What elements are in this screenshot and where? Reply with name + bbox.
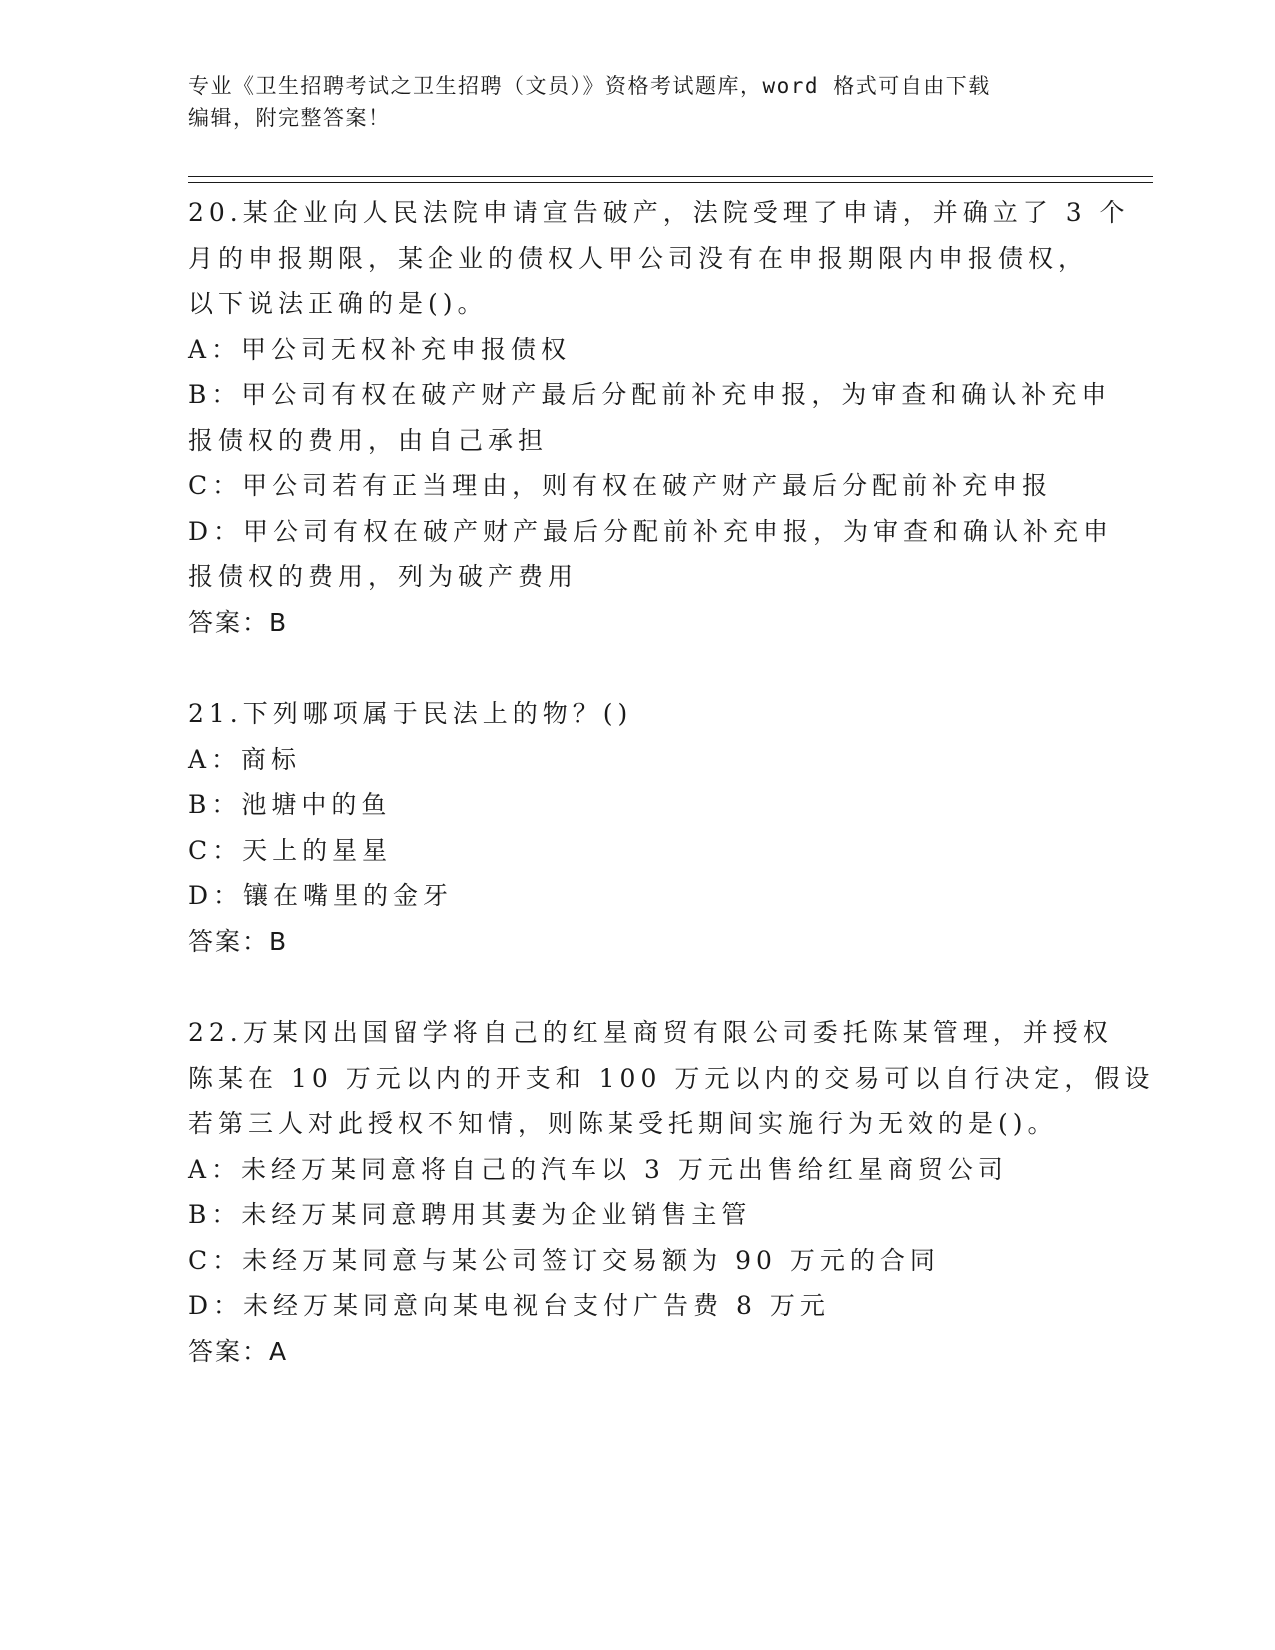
question-stem-line: 21.下列哪项属于民法上的物？(): [188, 699, 633, 728]
question-20: [188, 190, 1130, 645]
option-d: D：镶在嘴里的金牙: [188, 881, 454, 910]
option-a: A：商标: [188, 744, 302, 774]
question-stem-line: 若第三人对此授权不知情，则陈某受托期间实施行为无效的是()。: [188, 1109, 1058, 1138]
answer-label: 答案：B: [188, 607, 289, 637]
header-line-1: 专业《卫生招聘考试之卫生招聘（文员）》资格考试题库，word 格式可自由下载: [188, 74, 991, 98]
header-rule-top: [188, 176, 1153, 177]
question-stem-line: 以下说法正确的是()。: [188, 289, 488, 318]
option-c: C：甲公司若有正当理由，则有权在破产财产最后分配前补充申报: [188, 471, 1053, 500]
question-stem-line: 月的申报期限，某企业的债权人甲公司没有在申报期限内申报债权，: [188, 243, 1089, 273]
answer-label: 答案：A: [188, 1336, 289, 1366]
option-b: B：池塘中的鱼: [188, 790, 392, 819]
question-stem-line: 20.某企业向人民法院申请宣告破产，法院受理了申请，并确立了 3 个: [188, 198, 1130, 227]
option-b-continued: 报债权的费用，由自己承担: [188, 425, 549, 455]
header-rule-bottom: [188, 182, 1153, 183]
header-line-2: 编辑，附完整答案！: [188, 106, 391, 130]
option-b: B：未经万某同意聘用其妻为企业销售主管: [188, 1200, 752, 1229]
option-d-continued: 报债权的费用，列为破产费用: [188, 562, 579, 591]
question-list: [188, 190, 1155, 1420]
option-a: A：未经万某同意将自己的汽车以 3 万元出售给红星商贸公司: [188, 1154, 1008, 1184]
answer-label: 答案：B: [188, 926, 289, 956]
option-c: C：未经万某同意与某公司签订交易额为 90 万元的合同: [188, 1245, 940, 1275]
question-stem-line: 22.万某冈出国留学将自己的红星商贸有限公司委托陈某管理，并授权: [188, 1018, 1113, 1047]
option-c: C：天上的星星: [188, 835, 393, 865]
question-21: [188, 691, 1088, 964]
option-d: D：未经万某同意向某电视台支付广告费 8 万元: [188, 1291, 830, 1320]
option-a: A：甲公司无权补充申报债权: [188, 334, 572, 364]
document-header: [188, 70, 1088, 134]
option-d: D：甲公司有权在破产财产最后分配前补充申报，为审查和确认补充申: [188, 516, 1114, 546]
option-b: B：甲公司有权在破产财产最后分配前补充申报，为审查和确认补充申: [188, 380, 1112, 409]
question-stem-line: 陈某在 10 万元以内的开支和 100 万元以内的交易可以自行决定，假设: [188, 1063, 1155, 1093]
question-22: [188, 1010, 1155, 1374]
